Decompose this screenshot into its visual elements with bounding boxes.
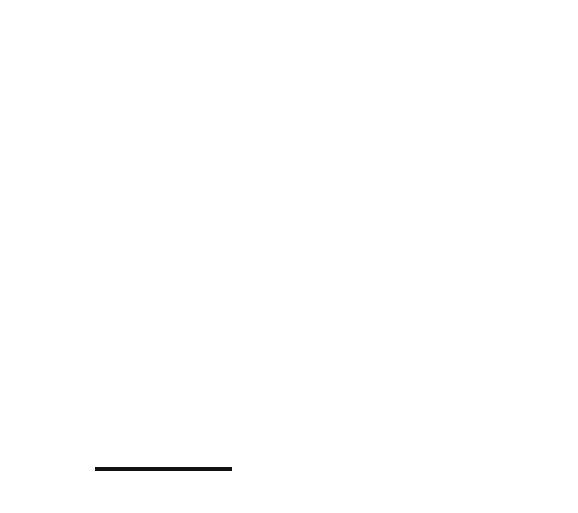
legend [402,40,413,41]
width-indicator-bar [95,467,232,471]
